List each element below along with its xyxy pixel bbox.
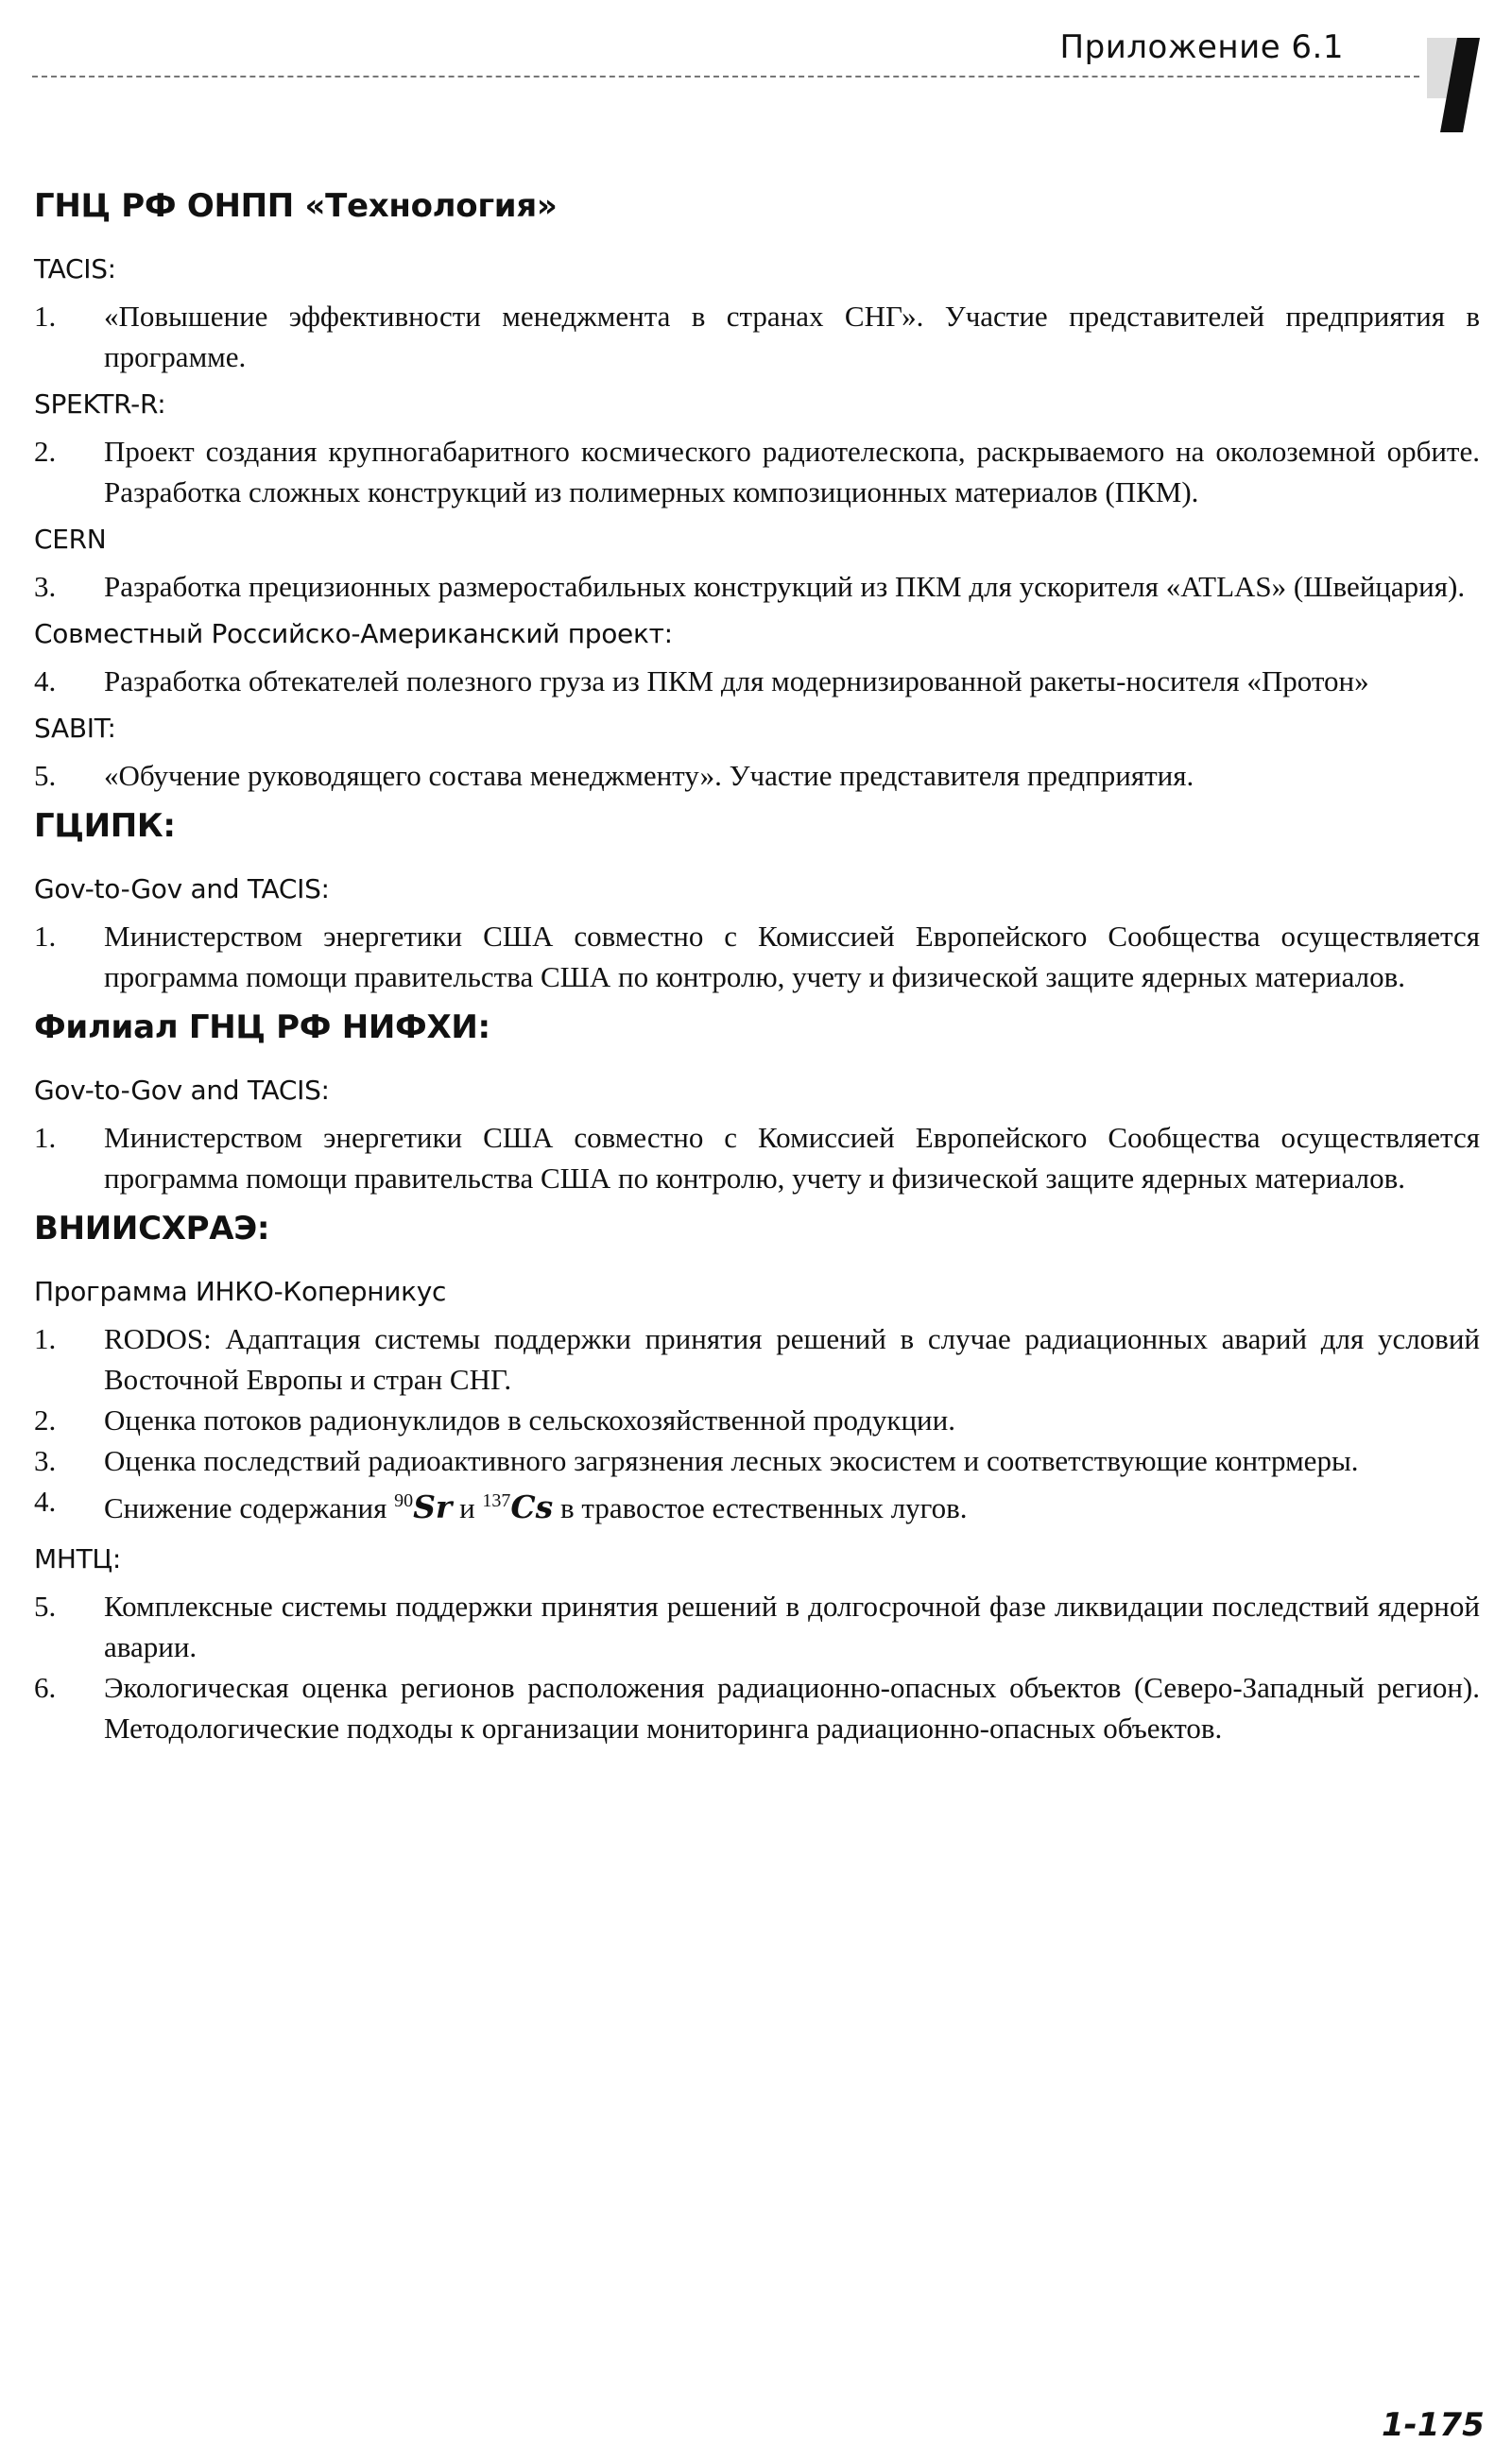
item-text: Министерством энергетики США совместно с Комиссией Европейского Сообщества осуществляется программа помощи правительства США по контролю, учету и физической защите ядерных материалов. <box>104 1121 1480 1195</box>
item-number: 2. <box>34 1403 57 1437</box>
item-text: Оценка потоков радионуклидов в сельскохозяйственной продукции. <box>104 1403 955 1437</box>
page-content <box>34 187 1480 1760</box>
group-cern <box>34 524 1480 607</box>
group-gov-to-gov <box>34 873 1480 997</box>
item-text: Разработка обтекателей полезного груза из ПКМ для модернизированной ракеты-носителя «Протон» <box>104 664 1369 697</box>
section-vniishrae <box>34 1210 1480 1748</box>
item-text: Оценка последствий радиоактивного загрязнения лесных экосистем и соответствующие контрмеры. <box>104 1444 1359 1477</box>
section-onpp <box>34 187 1480 796</box>
section-title: ВНИИСХРАЭ: <box>34 1210 270 1248</box>
item-number: 4. <box>34 664 57 697</box>
item-number: 3. <box>34 570 57 603</box>
item-number: 5. <box>34 759 57 792</box>
section-gcipk <box>34 807 1480 997</box>
list-item <box>34 755 1480 796</box>
item-number: 3. <box>34 1444 57 1477</box>
group-label: SPEKTR-R: <box>34 388 166 420</box>
list-item <box>34 1400 1480 1440</box>
item-number: 1. <box>34 920 57 953</box>
item-number: 4. <box>34 1485 57 1518</box>
item-text: Экологическая оценка регионов расположения радиационно-опасных объектов (Северо-Западный регион). Методологические подходы к организации мониторинга радиационно-опасных объектов. <box>104 1671 1480 1745</box>
page-tab-marker-icon <box>1425 28 1486 142</box>
isotope-mass: 137 <box>482 1490 511 1511</box>
group-sabit <box>34 713 1480 796</box>
section-title: ГЦИПК: <box>34 807 176 845</box>
list-item <box>34 916 1480 997</box>
running-head-title: Приложение 6.1 <box>1059 28 1344 66</box>
list-item <box>34 1440 1480 1481</box>
item-number: 1. <box>34 1121 57 1154</box>
item-text: «Обучение руководящего состава менеджменту». Участие представителя предприятия. <box>104 759 1194 792</box>
list-item <box>34 661 1480 701</box>
item-number: 1. <box>34 1322 57 1355</box>
section-nifhi <box>34 1008 1480 1198</box>
item-text: Комплексные системы поддержки принятия решений в долгосрочной фазе ликвидации последствий ядерной аварии. <box>104 1590 1480 1663</box>
item-text-between: и <box>459 1491 475 1524</box>
list-item <box>34 1117 1480 1198</box>
item-text: Разработка прецизионных размеростабильных конструкций из ПКМ для ускорителя «ATLAS» (Швейцария). <box>104 570 1466 603</box>
item-text: Министерством энергетики США совместно с Комиссией Европейского Сообщества осуществляется программа помощи правительства США по контролю, учету и физической защите ядерных материалов. <box>104 920 1480 993</box>
item-number: 5. <box>34 1590 57 1623</box>
list-item <box>34 1318 1480 1400</box>
header-rule <box>32 76 1419 77</box>
list-item-isotopes <box>34 1481 1480 1528</box>
group-label: SABIT: <box>34 713 116 744</box>
isotope-mass: 90 <box>394 1490 414 1511</box>
group-label: TACIS: <box>34 253 116 284</box>
group-inco-copernicus <box>34 1276 1480 1528</box>
group-gov-to-gov <box>34 1075 1480 1198</box>
item-text-before: Снижение содержания <box>104 1491 387 1524</box>
group-label: CERN <box>34 524 107 555</box>
item-number: 2. <box>34 435 57 468</box>
list-item <box>34 1586 1480 1667</box>
group-label: МНТЦ: <box>34 1543 121 1575</box>
item-number: 1. <box>34 300 57 333</box>
isotope-cesium <box>482 1489 553 1525</box>
group-mntc <box>34 1543 1480 1748</box>
page-number: 1-175 <box>1382 2406 1485 2444</box>
isotope-symbol: Sr <box>413 1489 453 1525</box>
running-head <box>32 25 1419 77</box>
list-item <box>34 1667 1480 1748</box>
item-text-after: в травостое естественных лугов. <box>560 1491 968 1524</box>
list-item <box>34 296 1480 377</box>
item-text: Проект создания крупногабаритного космического радиотелескопа, раскрываемого на околоземной орбите. Разработка сложных конструкций из полимерных композиционных материалов (ПКМ). <box>104 435 1480 508</box>
group-tacis <box>34 253 1480 377</box>
section-title: ГНЦ РФ ОНПП «Технология» <box>34 187 558 225</box>
isotope-symbol: Cs <box>510 1489 554 1525</box>
group-joint-project <box>34 618 1480 701</box>
isotope-strontium <box>394 1489 452 1525</box>
group-label: Gov-to-Gov and TACIS: <box>34 873 330 904</box>
group-spektr <box>34 388 1480 512</box>
item-text: RODOS: Адаптация системы поддержки принятия решений в случае радиационных аварий для условий Восточной Европы и стран СНГ. <box>104 1322 1480 1396</box>
list-item <box>34 431 1480 512</box>
item-text: «Повышение эффективности менеджмента в странах СНГ». Участие представителей предприятия в программе. <box>104 300 1480 373</box>
item-number: 6. <box>34 1671 57 1704</box>
section-title: Филиал ГНЦ РФ НИФХИ: <box>34 1008 490 1046</box>
group-label: Gov-to-Gov and TACIS: <box>34 1075 330 1106</box>
list-item <box>34 566 1480 607</box>
item-text <box>104 1481 1480 1528</box>
group-label: Программа ИНКО-Коперникус <box>34 1276 447 1307</box>
group-label: Совместный Российско-Американский проект: <box>34 618 673 649</box>
